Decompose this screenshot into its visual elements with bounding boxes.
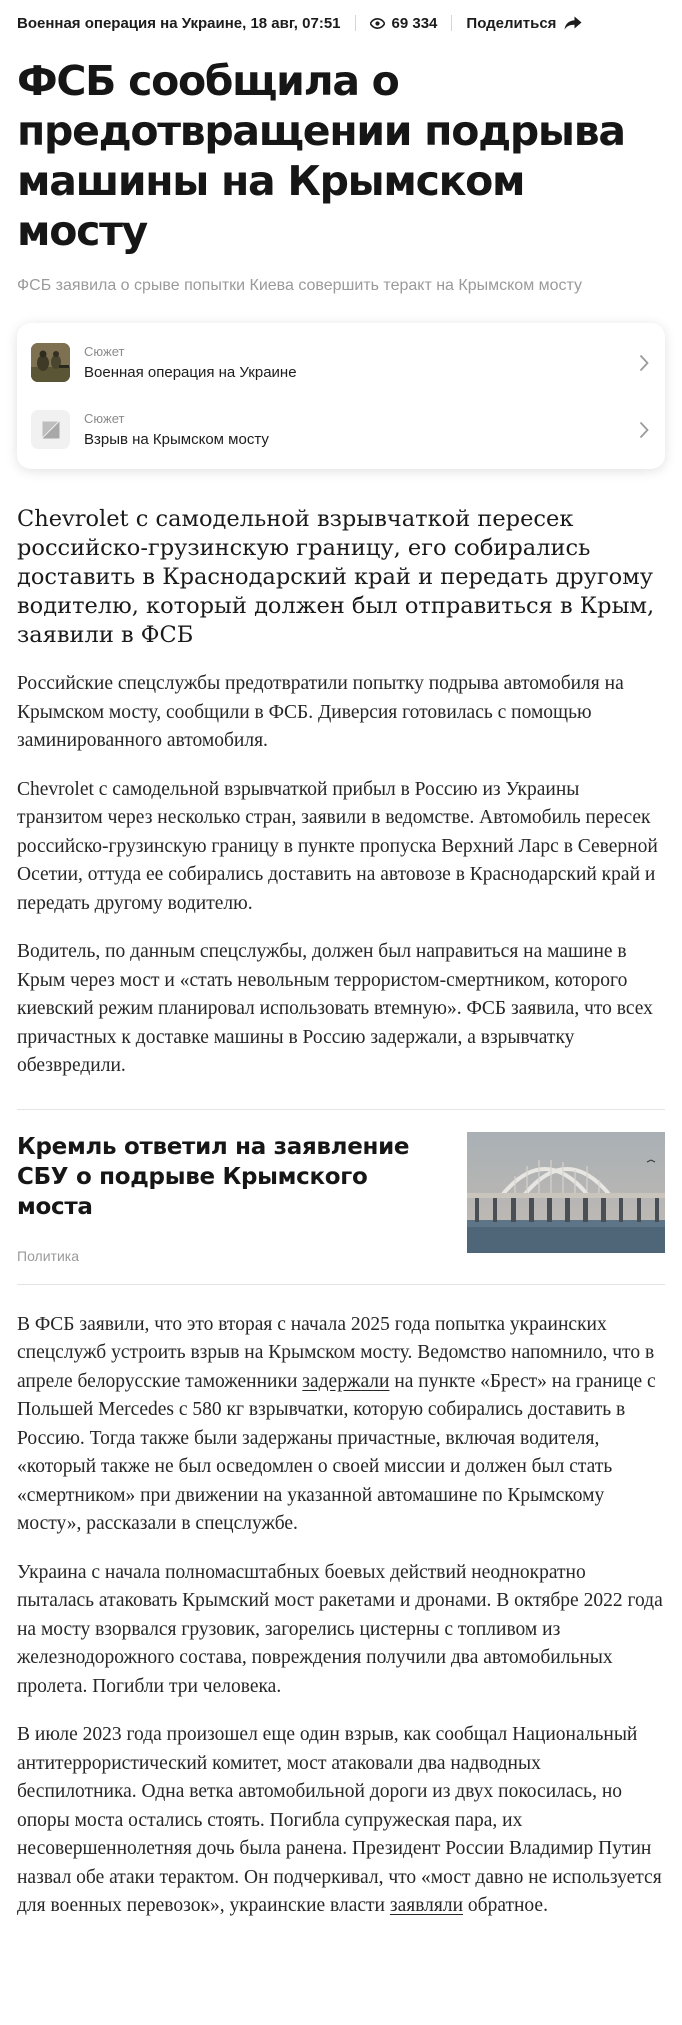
rubric-link[interactable] [17, 15, 341, 32]
share-button[interactable] [466, 15, 582, 32]
story-kicker: Сюжет [84, 411, 125, 426]
share-arrow-icon[interactable] [564, 16, 582, 30]
crimean-bridge-photo[interactable] [467, 1132, 665, 1253]
paragraph: Российские спецслужбы предотвратили попытку подрыва автомобиля на Крымском мосту, сообщили в ФСБ. Диверсия готовилась с помощью заминированного автомобиля. [17, 673, 624, 751]
views-counter [370, 15, 438, 32]
publish-date: , 18 авг, 07:51 [242, 14, 341, 32]
chevron-right-icon[interactable] [639, 421, 649, 439]
paragraph: Водитель, по данным спецслужбы, должен был направиться на машине в Крым через мост и «стать невольным террористом-смертником, которого киевский режим планировал использовать втемную». ФСБ заявила, что всех причастных к доставке машины в Россию задержали, а взрывчатку обезвредили. [17, 941, 653, 1076]
story-name[interactable]: Военная операция на Украине [84, 364, 297, 381]
divider [17, 1284, 665, 1285]
inline-link[interactable]: задержали [302, 1370, 390, 1392]
paragraph-text: В ФСБ заявили, что это вторая с начала 2025 года попытка украинских спецслужб устроить взрыв на Крымском мосту. Ведомство напомнило, что в апреле белорусские таможенники [17, 1313, 655, 1392]
story-item-military-operation[interactable] [17, 329, 665, 396]
paragraph [17, 1721, 665, 1921]
paragraph: Украина с начала полномасштабных боевых действий неоднократно пыталась атаковать Крымский мост ракетами и дронами. В октябре 2022 года на мосту взорвался грузовик, загорелись цистерны с топливом из железнодорожного состава, повреждения получили два автомобильных пролета. Погибли три человека. [17, 1561, 663, 1697]
story-cards [17, 323, 665, 469]
image-placeholder-icon [31, 410, 70, 449]
article-lead: ФСБ заявила о срыве попытки Киева совершить теракт на Крымском мосту [17, 277, 583, 294]
paragraph [17, 1311, 665, 1539]
related-article-card[interactable] [17, 1110, 665, 1284]
article-title: ФСБ сообщила о предотвращении подрыва машины на Крымском мосту [17, 57, 625, 255]
soldiers-photo-icon [31, 343, 70, 382]
related-title[interactable]: Кремль ответил на заявление СБУ о подрыве Крымского моста [17, 1133, 410, 1220]
rubric-label[interactable]: Военная операция на Украине [17, 14, 243, 32]
story-kicker: Сюжет [84, 344, 125, 359]
eye-icon [370, 18, 385, 29]
paragraph: Chevrolet с самодельной взрывчаткой прибыл в Россию из Украины транзитом через несколько стран, заявили в ведомстве. Автомобиль пересек российско-грузинскую границу в пункте пропуска Верхний Ларс в Северной Осетии, оттуда ее собирались доставить на автовозе в Краснодарский край и передать другому водителю. [17, 778, 658, 914]
paragraph-text: на пункте «Брест» на границе с Польшей Mercedes с 580 кг взрывчатки, которую собирались доставить в Россию. Тогда также были задержаны причастные, включая водителя, «который также не был осведомлен о своей миссии и должен был стать «смертником» при движении на указанной автомашине по Крымскому мосту», рассказали в спецслужбе. [17, 1370, 656, 1534]
article-meta-bar [17, 0, 665, 46]
views-count: 69 334 [391, 14, 438, 32]
inline-link[interactable]: заявляли [389, 1895, 464, 1916]
story-name[interactable]: Взрыв на Крымском мосту [84, 431, 269, 448]
related-text [17, 1132, 417, 1264]
share-label[interactable]: Поделиться [466, 14, 557, 32]
story-photo [31, 343, 70, 382]
related-rubric[interactable]: Политика [17, 1247, 79, 1264]
story-item-bridge-explosion[interactable] [17, 396, 665, 463]
meta-separator [355, 15, 356, 31]
meta-separator [451, 15, 452, 31]
story-text [84, 411, 639, 448]
paragraph-text: В июле 2023 года произошел еще один взрыв, как сообщал Национальный антитеррористический комитет, мост атаковали два надводных беспилотника. Одна ветка автомобильной дороги из двух покосилась, но опоры моста остались стоять. Погибла супружеская пара, их несовершеннолетняя дочь была ранена. Президент России Владимир Путин назвал обе атаки терактом. Он подчеркивал, что «мост давно не используется для военных перевозок», украинские власти [17, 1724, 662, 1916]
paragraph-text: обратное. [463, 1895, 548, 1916]
chevron-right-icon[interactable] [639, 354, 649, 372]
article-subtitle: Chevrolet с самодельной взрывчаткой пересек российско-грузинскую границу, его собирались доставить в Краснодарский край и передать другому водителю, который должен был отправиться в Крым, заявили в ФСБ [17, 506, 655, 648]
story-text [84, 344, 639, 381]
